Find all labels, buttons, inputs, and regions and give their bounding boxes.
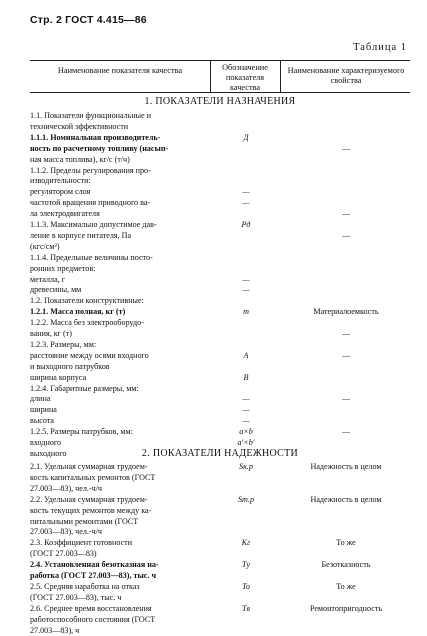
indicator-name: 1.2.4. Габаритные размеры, мм: [30, 383, 139, 393]
table-row [30, 603, 410, 614]
indicator-symbol: — [242, 274, 250, 284]
characterized-property: Надежность в целом [310, 494, 382, 504]
indicator-symbol: To [242, 581, 250, 591]
characterized-property: — [341, 209, 351, 219]
table-row [30, 121, 410, 132]
indicator-name: частотой вращения приводного ва- [30, 198, 151, 208]
indicator-name: ла электродвигателя [30, 209, 100, 219]
characterized-property: — [341, 230, 351, 240]
column-header-symbol: Обозначение показателя качества [222, 63, 268, 92]
table-row [30, 526, 410, 537]
indicator-name: высота [30, 416, 55, 426]
indicator-symbol: Kг [241, 538, 251, 548]
indicator-name: 1.2.3. Размеры, мм: [30, 339, 97, 349]
table-row [30, 415, 410, 426]
table-row [30, 154, 410, 165]
indicator-symbol: A [243, 350, 249, 360]
indicator-name: технической эффективности [30, 121, 129, 131]
table-row [30, 372, 410, 383]
indicator-name: работоспособного состояния (ГОСТ [30, 614, 156, 624]
indicator-symbol: — [242, 394, 250, 404]
table-row [30, 165, 410, 176]
indicator-name: 1.1.1. Номинальная производитель- [30, 132, 161, 142]
indicator-name: 1.1.4. Предельные величины посто- [30, 252, 153, 262]
characterized-property: Ремонтопригодность [309, 603, 383, 613]
indicator-name: ширина [30, 405, 57, 415]
indicator-symbol: B [243, 372, 249, 382]
indicator-name: ление в корпусе питателя, Па [30, 230, 132, 240]
indicator-name: и выходного патрубков [30, 361, 110, 371]
characterized-property: Надежность в целом [310, 462, 382, 471]
table-row [30, 383, 410, 394]
indicator-name: 2.1. Удельная суммарная трудоем- [30, 462, 148, 471]
table-row [30, 132, 410, 143]
indicator-name: металла, г [30, 274, 66, 284]
table-row [30, 197, 410, 208]
column-divider-2 [280, 60, 281, 93]
indicator-name: 1.2. Показатели конструктивные: [30, 296, 144, 306]
indicator-name: древесины, мм [30, 285, 82, 295]
section-title: 1. ПОКАЗАТЕЛИ НАЗНАЧЕНИЯ [144, 96, 296, 107]
indicator-symbol: — [242, 198, 250, 208]
characterized-property: — [341, 427, 351, 437]
indicator-name: длина [30, 394, 51, 404]
table-row [30, 306, 410, 317]
table-row [30, 186, 410, 197]
indicator-name: работка (ГОСТ 27.003—83), тыс. ч [30, 571, 157, 580]
table-row [30, 581, 410, 592]
table-row [30, 284, 410, 295]
indicator-name: 2.6. Среднее время восстановления [30, 603, 152, 613]
indicator-symbol: a′×b′ [237, 438, 255, 447]
characterized-property: — [341, 329, 351, 338]
table-row [30, 426, 410, 437]
table-row [30, 537, 410, 548]
indicator-name: кость текущих ремонтов между ка- [30, 505, 152, 515]
indicator-symbol: — [242, 416, 250, 426]
indicator-symbol: Sк.р [239, 462, 253, 471]
indicator-name: расстояние между осями входного [30, 350, 149, 360]
table-row [30, 208, 410, 219]
table-row [30, 317, 410, 328]
indicator-name: кость капитальных ремонтов (ГОСТ [30, 472, 156, 482]
characterized-property: — [341, 394, 351, 404]
header-top-rule [30, 60, 410, 61]
indicator-symbol: m [243, 307, 249, 317]
indicator-name: 2.4. Установленная безотказная на- [30, 560, 159, 570]
table-row [30, 559, 410, 570]
indicator-symbol: Pд [241, 220, 251, 229]
table-row [30, 219, 410, 230]
indicator-name: (кгс/см²) [30, 241, 60, 251]
indicator-name: ная масса топлива), кг/с (т/ч) [30, 154, 130, 164]
indicator-name: вания, кг (т) [30, 329, 72, 338]
page-header: Стр. 2 ГОСТ 4.415—86 [30, 14, 147, 26]
table-row [30, 592, 410, 603]
indicator-name: 1.1.3. Максимально допустимое дав- [30, 220, 157, 229]
indicator-symbol: a×b [239, 427, 253, 437]
indicator-name: ность по расчетному топливу (насып- [30, 143, 169, 153]
table-row [30, 548, 410, 559]
table-row [30, 483, 410, 494]
indicator-name: 2.5. Средняя наработка на отказ [30, 581, 140, 591]
table-row [30, 361, 410, 372]
column-header-name: Наименование показателя качества [57, 66, 183, 75]
table-row [30, 570, 410, 581]
indicator-symbol: Tв [241, 603, 250, 613]
table-row [30, 230, 410, 241]
indicator-name: 2.3. Коэффициент готовности [30, 538, 133, 548]
table-row [30, 461, 410, 472]
table-row [30, 143, 410, 154]
indicator-name: ронних предметов: [30, 263, 96, 273]
indicator-name: 1.1.2. Пределы регулирования про- [30, 165, 151, 175]
indicator-name: входного [30, 438, 62, 447]
indicator-symbol: Д [243, 132, 249, 142]
table-row [30, 274, 410, 285]
indicator-name: 1.2.1. Масса полная, кг (т) [30, 307, 126, 317]
table-caption: Таблица 1 [353, 42, 407, 53]
table-row [30, 404, 410, 415]
indicator-name: 1.1. Показатели функциональные и [30, 111, 152, 120]
indicator-symbol: — [242, 405, 250, 415]
indicator-name: регулятором слоя [30, 187, 91, 197]
table-row [30, 252, 410, 263]
indicator-name: 27.003—83), чел.-ч/ч [30, 483, 102, 493]
indicator-name: изводительности: [30, 176, 91, 186]
table-row [30, 295, 410, 306]
table-row [30, 505, 410, 516]
table-row [30, 263, 410, 274]
characterized-property: — [341, 143, 351, 153]
indicator-name: (ГОСТ 27.003—83) [30, 549, 97, 559]
table-row [30, 494, 410, 505]
indicator-name: 1.2.5. Размеры патрубков, мм: [30, 427, 133, 437]
indicator-symbol: Tу [241, 560, 251, 570]
table-row [30, 175, 410, 186]
characterized-property: То же [336, 581, 356, 591]
indicator-symbol: — [242, 187, 250, 197]
table-row [30, 472, 410, 483]
table-row [30, 241, 410, 252]
table-row [30, 614, 410, 625]
indicator-name: выходного [30, 448, 67, 458]
indicator-symbol: Sт.р [237, 494, 255, 504]
table-row [30, 110, 410, 121]
table-row [30, 393, 410, 404]
table-row [30, 516, 410, 527]
characterized-property: То же [336, 538, 356, 548]
table-row [30, 437, 410, 448]
characterized-property: Безотказность [321, 560, 371, 570]
indicator-name: 27.003—83), чел.-ч/ч [30, 527, 102, 537]
table-row [30, 625, 410, 636]
indicator-symbol: — [242, 285, 250, 295]
column-divider-1 [210, 60, 211, 93]
section-title: 2. ПОКАЗАТЕЛИ НАДЕЖНОСТИ [141, 448, 299, 459]
indicator-name: 2.2. Удельная суммарная трудоем- [30, 494, 148, 504]
indicator-name: 27.003—83), ч [30, 625, 80, 635]
indicator-name: 1.2.2. Масса без электрооборудо- [30, 318, 144, 328]
indicator-name: ширина корпуса [30, 372, 87, 382]
table-row [30, 350, 410, 361]
indicator-name: питальными ремонтами (ГОСТ [30, 516, 139, 526]
table-row [30, 328, 410, 339]
indicator-name: (ГОСТ 27.003—83), тыс. ч [30, 592, 122, 602]
table-row [30, 339, 410, 350]
characterized-property: Материалоемкость [313, 307, 379, 317]
column-header-property: Наименование характеризуемого свойства [287, 66, 405, 85]
characterized-property: — [341, 350, 351, 360]
